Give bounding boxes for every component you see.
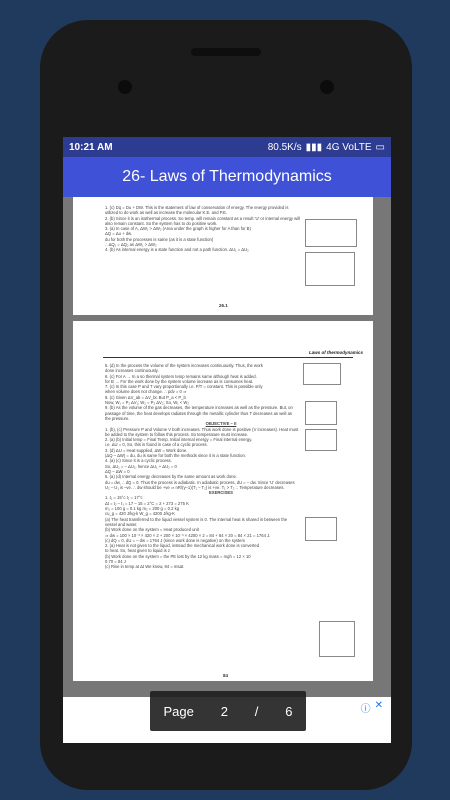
header-rule — [103, 357, 353, 358]
ad-close-icon[interactable]: ✕ — [374, 700, 383, 711]
text-line: be added to the system to follow this process. So temperature must increase. — [105, 431, 249, 437]
text-line: the pressure. — [105, 415, 130, 421]
text-line: 8. (c) Given ΔV_ab = ΔV_bc But P_a < P_b — [105, 394, 186, 400]
current-page: 2 — [220, 703, 228, 719]
page-separator: / — [254, 703, 259, 719]
text-line: 9. (b) As the volume of the gas decreases, the temperature increases as well as the pressure. But, on — [105, 405, 293, 411]
page2-number: 84 — [223, 673, 229, 678]
text-line: U₂ – U₁ is –ve. ∴ dw should be +ve ⇒ nR/(γ–1)(T₁ – T₂) is +ve. T₁ > T₂ ∴ Temperature decreases. — [105, 484, 285, 490]
text-line: 0.70 = 84 J — [105, 558, 126, 564]
text-line: 4. (a) (c) Since it is a cyclic process. — [105, 458, 172, 464]
net-speed: 80.5K/s — [267, 141, 302, 153]
battery-icon: ▭ — [375, 141, 385, 153]
text-line: for B → For the work done by the system volume increase as is consumes heat. — [105, 378, 254, 384]
text-line: also remain constant. So the system has to do positive work. — [105, 220, 218, 226]
text-line: OBJECTIVE – II — [205, 421, 237, 427]
pv-diagram-3 — [303, 363, 341, 385]
text-line: (a) The heat transferred to the liquid vessel system is 0. The internal heat is shared in between the — [105, 516, 288, 522]
text-line: cu_g = 420 J/kg-k W_g = 4200 J/kg-K — [105, 511, 176, 517]
pv-diagram-2 — [305, 252, 355, 286]
text-line: 1. t₁ = 15°c t₂ = 17°c — [105, 495, 143, 501]
page1-text — [105, 205, 305, 253]
text-line: 5. (d) In the process the volume of the system increases continuously. Thus, the work — [105, 363, 263, 368]
status-time: 10:21 AM — [69, 141, 113, 153]
pdf-page-1 — [73, 197, 373, 315]
ad-info-icon[interactable]: ⓘ — [360, 704, 371, 715]
text-line: when volume does not change. ∴ pdv = 0 ⇒ — [105, 389, 187, 395]
status-bar — [63, 137, 391, 157]
pv-diagram-4 — [305, 401, 337, 425]
text-line: done increases continuously. — [105, 368, 159, 374]
pv-diagram-5 — [305, 429, 337, 451]
text-line: du = dw, ∴ dQ = 0. Thus the process is adiabatic. In adiabatic process, dU = – dw. Since 'U' decreases — [105, 479, 295, 485]
text-line: 6. (c) For A → In a so thermal system temp remains same although heat is added. — [105, 373, 257, 379]
text-line: 3. (a) In case of A, ΔW₁ > ΔW₂ (Area under the graph is higher for A than for B) — [105, 226, 251, 232]
text-line: EXERCISES — [209, 490, 233, 496]
front-camera — [118, 80, 132, 94]
signal-icon: ▮▮▮ — [305, 141, 323, 153]
text-line: passage of time, the heat develops radiates through the metallic cylinder thus T decreases as well as — [105, 410, 292, 416]
earpiece-speaker — [191, 48, 261, 56]
text-line: (b) Work done on the system = the PE lost by the 12 kg mass = mgh = 12 × 10 — [105, 553, 251, 559]
text-line: (ΔQ – ΔW) = du, du is same for both the methods since it is a state function. — [105, 453, 246, 459]
pulley-diagram — [319, 621, 355, 657]
cyclic-diagram — [305, 517, 337, 541]
app-title: 26- Laws of Thermodynamics — [122, 168, 332, 185]
page-indicator — [150, 691, 306, 731]
page2-text — [105, 363, 337, 570]
proximity-sensor — [320, 80, 334, 94]
text-line: m₁ = 100 g = 0.1 kg m₂ = 200 g = 0.2 kg — [105, 506, 180, 512]
text-line: ΔQ = Δu + dw. — [105, 231, 133, 237]
text-line: 1. (c) Dq = Du + DW. This is the statement of law of conservation of energy. The energy provided is — [105, 205, 289, 210]
page1-number: 26.1 — [219, 303, 228, 308]
network-label: 4G VoLTE — [326, 141, 372, 153]
text-line: (b) Work done on the system = Heat produced unit — [105, 527, 199, 533]
pv-diagram-1 — [305, 219, 357, 247]
text-line: 5. (a) (d) Internal energy decreases by the same amount as work done. — [105, 474, 237, 480]
text-line: 7. (c) In this case P and T vary proportionally i.e. P/T = constant. This is possible only — [105, 384, 263, 390]
text-line: Now, W₁ = P₁ ΔV₁; W₂ = P₂ ΔV₂; So, W₁ < W₂ — [105, 400, 189, 406]
text-line: utilized to do work as well as increase the molecular K.E. and P.E. — [105, 210, 228, 216]
page-label: Page — [163, 703, 194, 719]
text-line: 2. (a) Heat is not given to the liquid, instead the mechanical work done is converted — [105, 543, 260, 549]
total-pages: 6 — [285, 703, 293, 719]
text-line: ΔQ – ΔW = 0 — [105, 468, 130, 474]
text-line: 1. (b), (c) Pressure P and Volume V both increases. Thus work done is positive (V increases). Heat must — [105, 426, 299, 432]
text-line: to heat. So, heat given to liquid is z — [105, 548, 170, 554]
pdf-viewer[interactable] — [63, 197, 391, 743]
text-line: 3. (d) ΔU = Heat supplied, ΔW = Work done. — [105, 447, 188, 453]
text-line: i.e. ΔU = 0, So, this is found in case of a cyclic process. — [105, 442, 208, 448]
text-line: (c) Rise in temp at Δt We know, 84 = msΔt — [105, 564, 184, 570]
text-line: 2. (b) Since it is an isothermal process. So temp. will remain constant as a result 'U' or internal energy will — [105, 215, 301, 221]
text-line: 2. (a) (b) Initial temp = Final Temp. Initial internal energy = Final internal energy. — [105, 437, 253, 443]
text-line: ⇒ dw = 100 × 10⁻³ × 420 × 2 + 200 × 10⁻³ × 4200 × 2 = 84 + 84 × 20 = 84 × 21 = 1764 J. — [105, 532, 271, 538]
page2-header: Laws of thermodynamics — [308, 350, 363, 355]
text-line: So, ΔU₁ = – ΔU₂, hence ΔU₁ + ΔU₂ = 0 — [105, 463, 177, 469]
app-bar — [63, 157, 391, 197]
text-line: vessel and water. — [105, 521, 138, 527]
text-line: (c) dQ = 0, dU = – dw = 1764 J (since work done is negative) on the system — [105, 537, 246, 543]
text-line: ∴ ΔQ₁ = ΔQ₂ as ΔW₁ > ΔW₂ — [105, 242, 157, 248]
text-line: 4. (b) As internal energy is a state function and not a path function. ΔU₁ = ΔU₂ — [105, 247, 249, 253]
text-line: Δt = t₂ – t₁ = 17 – 15 = 2°C = 2 + 273 = 275 K — [105, 500, 189, 506]
text-line: du for both the processes is same (as it is a state function) — [105, 236, 214, 242]
screen — [63, 137, 391, 743]
pdf-page-2 — [73, 321, 373, 681]
